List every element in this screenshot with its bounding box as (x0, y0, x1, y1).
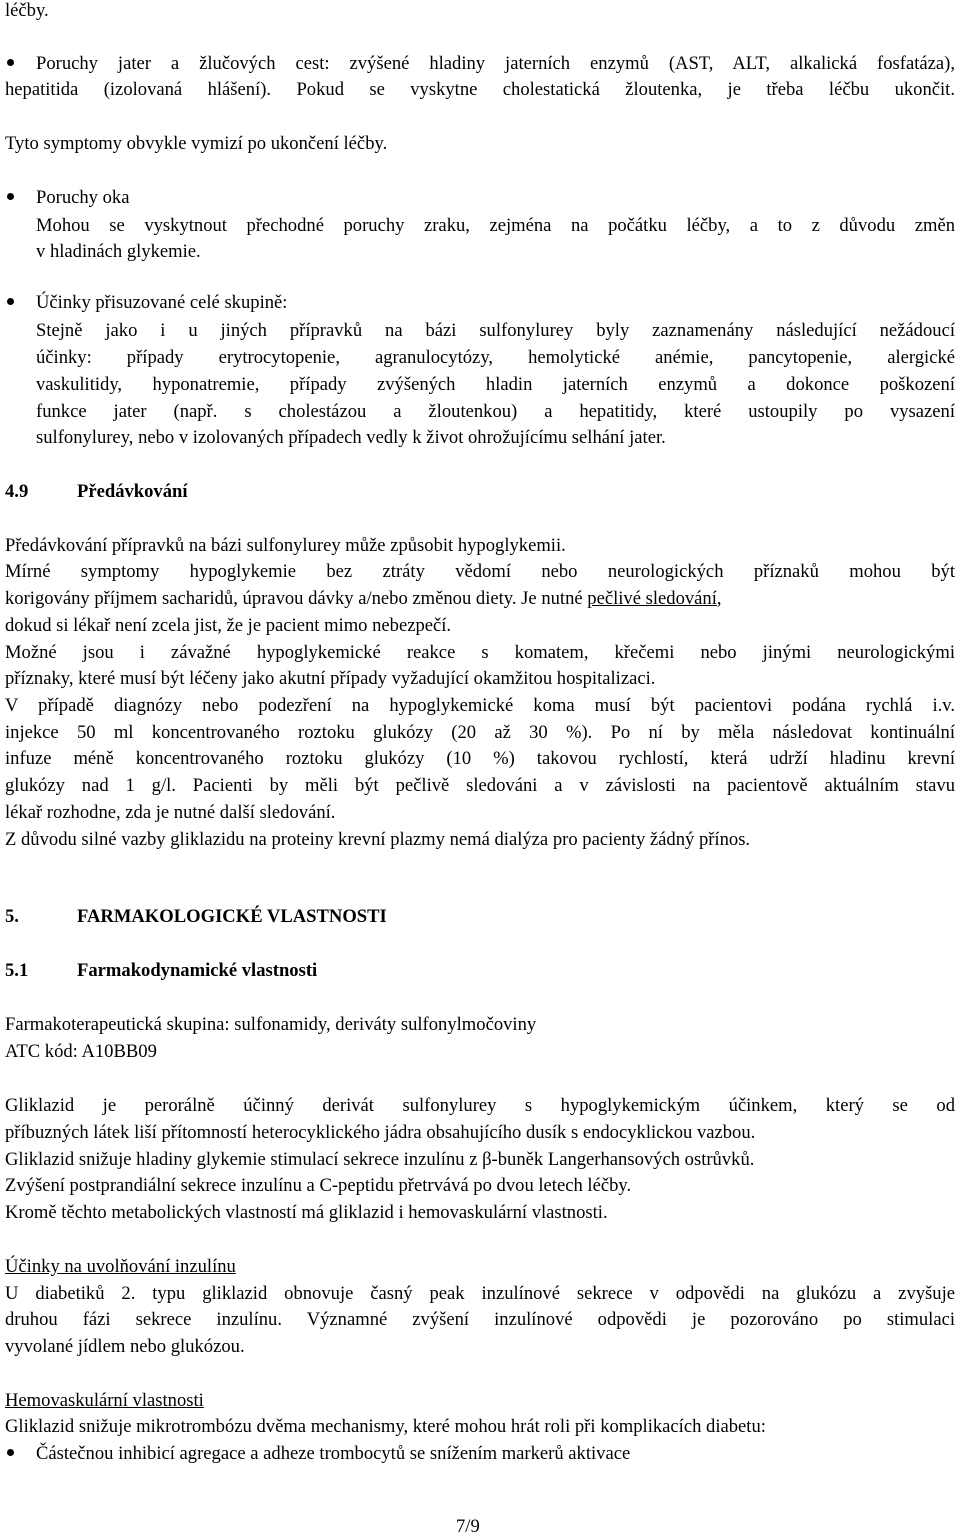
class-effects-line-2: účinky: případy erytrocytopenie, agranulocytózy, hemolytické anémie, pancytopenie, alergické (36, 347, 955, 368)
class-effects-line-3: vaskulitidy, hyponatremie, případy zvýšených hladin jaterních enzymů a dokonce poškození (36, 374, 955, 395)
overdose-line-3-comma: , (716, 588, 722, 609)
section-5-title: FARMAKOLOGICKÉ VLASTNOSTI (77, 906, 387, 927)
atc-code: ATC kód: A10BB09 (5, 1041, 157, 1062)
bullet-icon (7, 1449, 14, 1456)
page-number: 7/9 (456, 1516, 480, 1537)
overdose-line-7: V případě diagnózy nebo podezření na hypoglykemické koma musí být pacientovi podána rychlá i.v. (5, 695, 955, 716)
liver-line-1: Poruchy jater a žlučových cest: zvýšené hladiny jaterních enzymů (AST, ALT, alkalická fosfatáza), (36, 53, 955, 74)
pharmacotherapeutic-group: Farmakoterapeutická skupina: sulfonamidy, deriváty sulfonylmočoviny (5, 1014, 537, 1035)
overdose-line-3 (5, 590, 722, 609)
overdose-line-3-text: korigovány příjmem sacharidů, úpravou dávky a/nebo změnou diety. Je nutné (5, 588, 583, 609)
liver-line-2: hepatitida (izolovaná hlášení). Pokud se vyskytne cholestatická žloutenka, je třeba léčbu ukončit. (5, 79, 955, 100)
overdose-line-10: glukózy nad 1 g/l. Pacienti by měli být pečlivě sledováni a v závislosti na pacientově aktuálním stavu (5, 775, 955, 796)
intro-tail: léčby. (5, 0, 49, 21)
class-effects-line-4: funkce jater (např. s cholestázou a žloutenkou) a hepatitidy, které ustoupily po vysazení (36, 401, 955, 422)
section-5-number: 5. (5, 906, 19, 927)
insulin-effects-line-2: druhou fázi sekrece inzulínu. Významné zvýšení inzulínové odpovědi je pozorováno po stimulaci (5, 1309, 955, 1330)
section-5-1-number: 5.1 (5, 960, 29, 981)
insulin-effects-line-3: vyvolané jídlem nebo glukózou. (5, 1336, 245, 1357)
careful-monitoring-underlined: pečlivé sledování (587, 588, 717, 609)
insulin-effects-heading: Účinky na uvolňování inzulínu (5, 1256, 236, 1277)
overdose-line-4: dokud si lékař není zcela jist, že je pacient mimo nebezpečí. (5, 615, 452, 636)
bullet-icon (7, 193, 14, 200)
bullet-icon (7, 59, 14, 66)
section-5-1-title: Farmakodynamické vlastnosti (77, 960, 318, 981)
overdose-line-9: infuze méně koncentrovaného roztoku glukózy (10 %) takovou rychlostí, která udrží hladinu krevní (5, 748, 955, 769)
hemovascular-intro: Gliklazid snižuje mikrotrombózu dvěma mechanismy, které mohou hrát roli při komplikacích diabetu: (5, 1416, 766, 1437)
overdose-line-5: Možné jsou i závažné hypoglykemické reakce s komatem, křečemi nebo jinými neurologickými (5, 642, 955, 663)
overdose-line-1: Předávkování přípravků na bázi sulfonylurey může způsobit hypoglykemii. (5, 535, 566, 556)
liver-note: Tyto symptomy obvykle vymizí po ukončení léčby. (5, 133, 388, 154)
overdose-line-12: Z důvodu silné vazby gliklazidu na proteiny krevní plazmy nemá dialýza pro pacienty žádný přínos. (5, 829, 751, 850)
class-effects-line-1: Stejně jako i u jiných přípravků na bázi sulfonylurey byly zaznamenány následující nežádoucí (36, 320, 955, 341)
overdose-line-6: příznaky, které musí být léčeny jako akutní případy vyžadující okamžitou hospitalizaci. (5, 668, 656, 689)
pharmacodynamics-line-3: Gliklazid snižuje hladiny glykemie stimulací sekrece inzulínu z β-buněk Langerhansových ostrůvků. (5, 1149, 755, 1170)
eye-line-1: Mohou se vyskytnout přechodné poruchy zraku, zejména na počátku léčby, a to z důvodu změn (36, 215, 955, 236)
hemovascular-bullet-1: Částečnou inhibicí agregace a adheze trombocytů se snížením markerů aktivace (36, 1443, 631, 1464)
eye-title: Poruchy oka (36, 187, 130, 208)
overdose-line-2: Mírné symptomy hypoglykemie bez ztráty vědomí nebo neurologických příznaků mohou být (5, 561, 955, 582)
class-effects-line-5: sulfonylurey, nebo v izolovaných případech vedly k život ohrožujícímu selhání jater. (36, 427, 666, 448)
section-4-9-title: Předávkování (77, 481, 188, 502)
eye-line-2: v hladinách glykemie. (36, 241, 201, 262)
bullet-icon (7, 298, 14, 305)
pharmacodynamics-line-4: Zvýšení postprandiální sekrece inzulínu a C-peptidu přetrvává po dvou letech léčby. (5, 1175, 632, 1196)
pharmacodynamics-line-5: Kromě těchto metabolických vlastností má gliklazid i hemovaskulární vlastnosti. (5, 1202, 608, 1223)
pharmacodynamics-line-1: Gliklazid je perorálně účinný derivát sulfonylurey s hypoglykemickým účinkem, který se od (5, 1095, 955, 1116)
hemovascular-heading: Hemovaskulární vlastnosti (5, 1390, 204, 1411)
section-4-9-number: 4.9 (5, 481, 29, 502)
overdose-line-11: lékař rozhodne, zda je nutné další sledování. (5, 802, 336, 823)
pharmacodynamics-line-2: příbuzných látek liší přítomností heterocyklického jádra obsahujícího dusík s endocyklickou vazbou. (5, 1122, 756, 1143)
class-effects-title: Účinky přisuzované celé skupině: (36, 292, 288, 313)
overdose-line-8: injekce 50 ml koncentrovaného roztoku glukózy (20 až 30 %). Po ní by měla následovat kontinuální (5, 722, 955, 743)
insulin-effects-line-1: U diabetiků 2. typu gliklazid obnovuje časný peak inzulínové sekrece v odpovědi na glukózu a zvyšuje (5, 1283, 955, 1304)
